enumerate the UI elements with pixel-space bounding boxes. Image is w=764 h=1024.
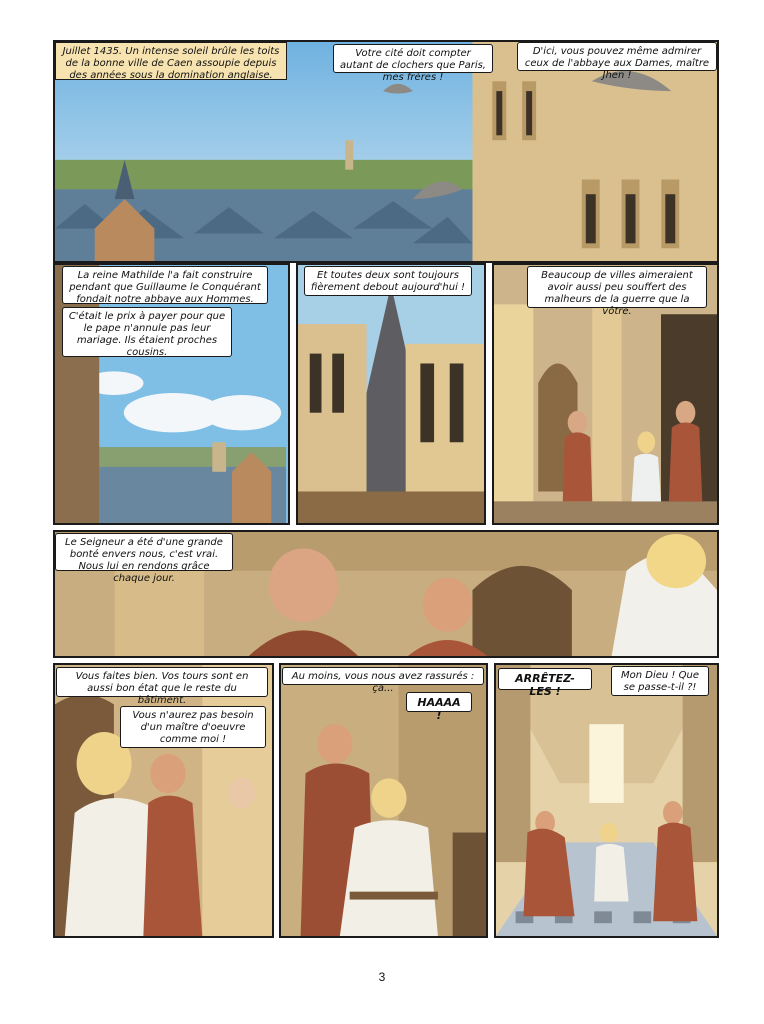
panel-8-shout-bubble: ARRÊTEZ-LES !	[498, 668, 592, 690]
panel-6-speech-bubble-1: Vous faites bien. Vos tours sont en aussi bon état que le reste du bâtiment.	[56, 667, 268, 697]
panel-8-artwork	[496, 665, 717, 936]
panel-1-caption: Juillet 1435. Un intense soleil brûle les toits de la bonne ville de Caen assoupie depuis des années sous la domination anglaise.	[55, 42, 287, 80]
panel-4-speech-bubble: Beaucoup de villes aimeraient avoir aussi peu souffert des malheurs de la guerre que la vôtre.	[527, 266, 707, 308]
panel-1-speech-bubble-1: Votre cité doit compter autant de clochers que Paris, mes frères !	[333, 44, 493, 73]
panel-3-artwork	[298, 265, 484, 523]
panel-6-speech-bubble-2: Vous n'aurez pas besoin d'un maître d'oeuvre comme moi !	[120, 706, 266, 748]
panel-8-nave-chase	[494, 663, 719, 938]
panel-3-gothic-towers	[296, 263, 486, 525]
panel-5-speech-bubble: Le Seigneur a été d'une grande bonté envers nous, c'est vrai. Nous lui en rendons grâce chaque jour.	[55, 533, 233, 571]
panel-1-speech-bubble-2: D'ici, vous pouvez même admirer ceux de l'abbaye aux Dames, maître Jhen !	[517, 42, 717, 71]
page-number: 3	[378, 970, 386, 984]
panel-2-speech-bubble-1: La reine Mathilde l'a fait construire pendant que Guillaume le Conquérant fondait notre abbaye aux Hommes.	[62, 266, 268, 304]
panel-8-speech-bubble: Mon Dieu ! Que se passe-t-il ?!	[611, 666, 709, 696]
panel-3-speech-bubble: Et toutes deux sont toujours fièrement debout aujourd'hui !	[304, 266, 472, 296]
panel-7-shout-bubble: HAAAA !	[406, 692, 472, 712]
panel-2-speech-bubble-2: C'était le prix à payer pour que le pape n'annule pas leur mariage. Ils étaient proches cousins.	[62, 307, 232, 357]
panel-7-speech-bubble: Au moins, vous nous avez rassurés : ça...	[282, 667, 484, 685]
